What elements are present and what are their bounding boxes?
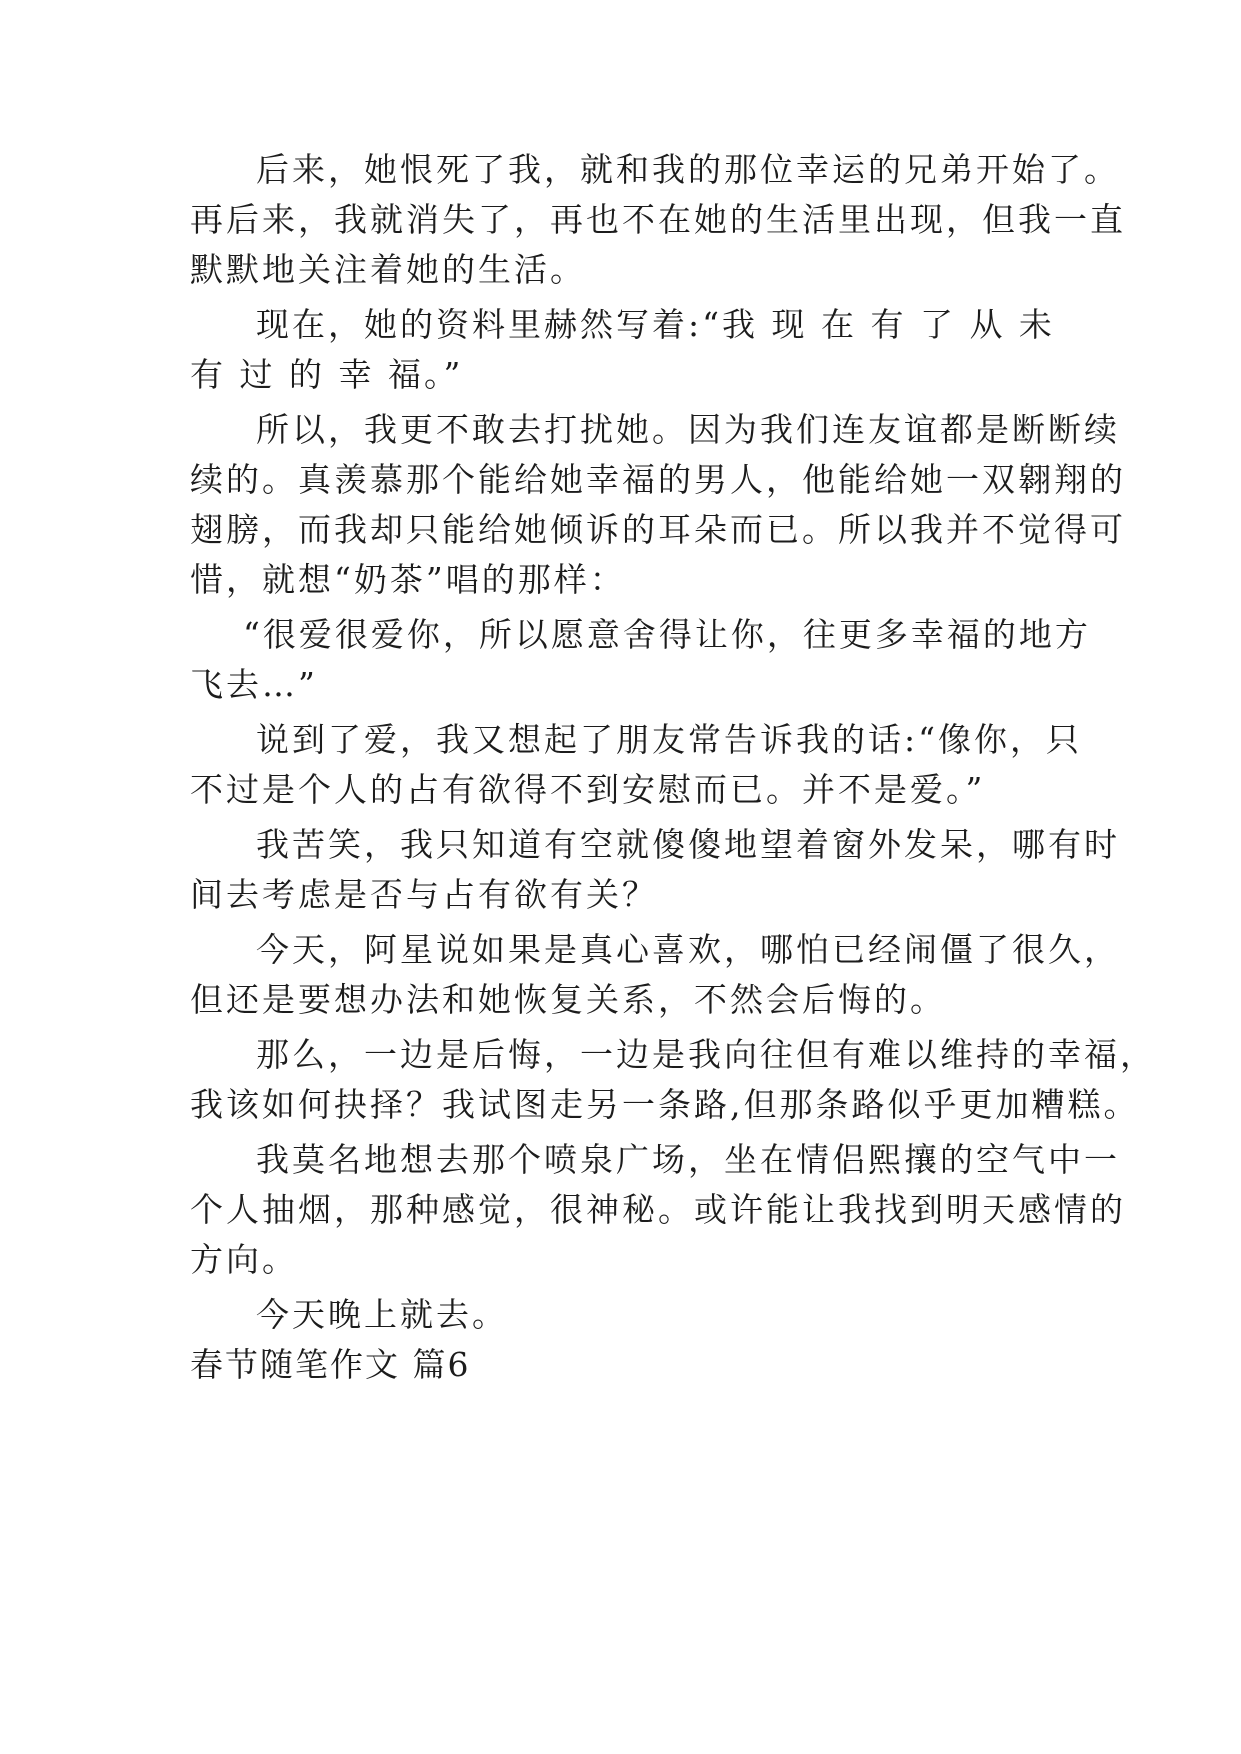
paragraph-line: 我莫名地想去那个喷泉广场，坐在情侣熙攘的空气中一 — [256, 1140, 1120, 1179]
paragraph-line: 再后来，我就消失了，再也不在她的生活里出现，但我一直 — [190, 200, 1126, 239]
paragraph-line: 续的。真羡慕那个能给她幸福的男人，他能给她一双翱翔的 — [190, 460, 1126, 499]
paragraph-line: 但还是要想办法和她恢复关系，不然会后悔的。 — [190, 980, 946, 1019]
paragraph-line: 所以，我更不敢去打扰她。因为我们连友谊都是断断续 — [256, 410, 1120, 449]
paragraph-line: 方向。 — [190, 1240, 298, 1279]
paragraph-line: 我该如何抉择？我试图走另一条路,但那条路似乎更加糟糕。 — [190, 1085, 1140, 1124]
paragraph-line: 那么，一边是后悔，一边是我向往但有难以维持的幸福， — [256, 1035, 1156, 1074]
paragraph-line: “很爱很爱你，所以愿意舍得让你，往更多幸福的地方 — [243, 615, 1091, 654]
paragraph-line: 飞去…” — [190, 665, 318, 704]
paragraph-line: 今天，阿星说如果是真心喜欢，哪怕已经闹僵了很久， — [256, 930, 1120, 969]
paragraph-line: 今天晚上就去。 — [256, 1295, 508, 1334]
section-heading: 春节随笔作文 篇6 — [190, 1345, 471, 1384]
paragraph-line: 个人抽烟，那种感觉，很神秘。或许能让我找到明天感情的 — [190, 1190, 1126, 1229]
paragraph-line: 说到了爱，我又想起了朋友常告诉我的话:“像你，只 — [256, 720, 1082, 759]
paragraph-line: 默默地关注着她的生活。 — [190, 250, 586, 289]
paragraph-line: 惜，就想“奶茶”唱的那样： — [190, 560, 626, 599]
paragraph-line: 我苦笑，我只知道有空就傻傻地望着窗外发呆，哪有时 — [256, 825, 1120, 864]
paragraph-line: 有 过 的 幸 福。” — [190, 355, 464, 394]
paragraph-line: 后来，她恨死了我，就和我的那位幸运的兄弟开始了。 — [256, 150, 1120, 189]
paragraph-line: 现在，她的资料里赫然写着:“我 现 在 有 了 从 未 — [256, 305, 1055, 344]
paragraph-line: 不过是个人的占有欲得不到安慰而已。并不是爱。” — [190, 770, 986, 809]
paragraph-line: 翅膀，而我却只能给她倾诉的耳朵而已。所以我并不觉得可 — [190, 510, 1126, 549]
paragraph-line: 间去考虑是否与占有欲有关？ — [190, 875, 658, 914]
